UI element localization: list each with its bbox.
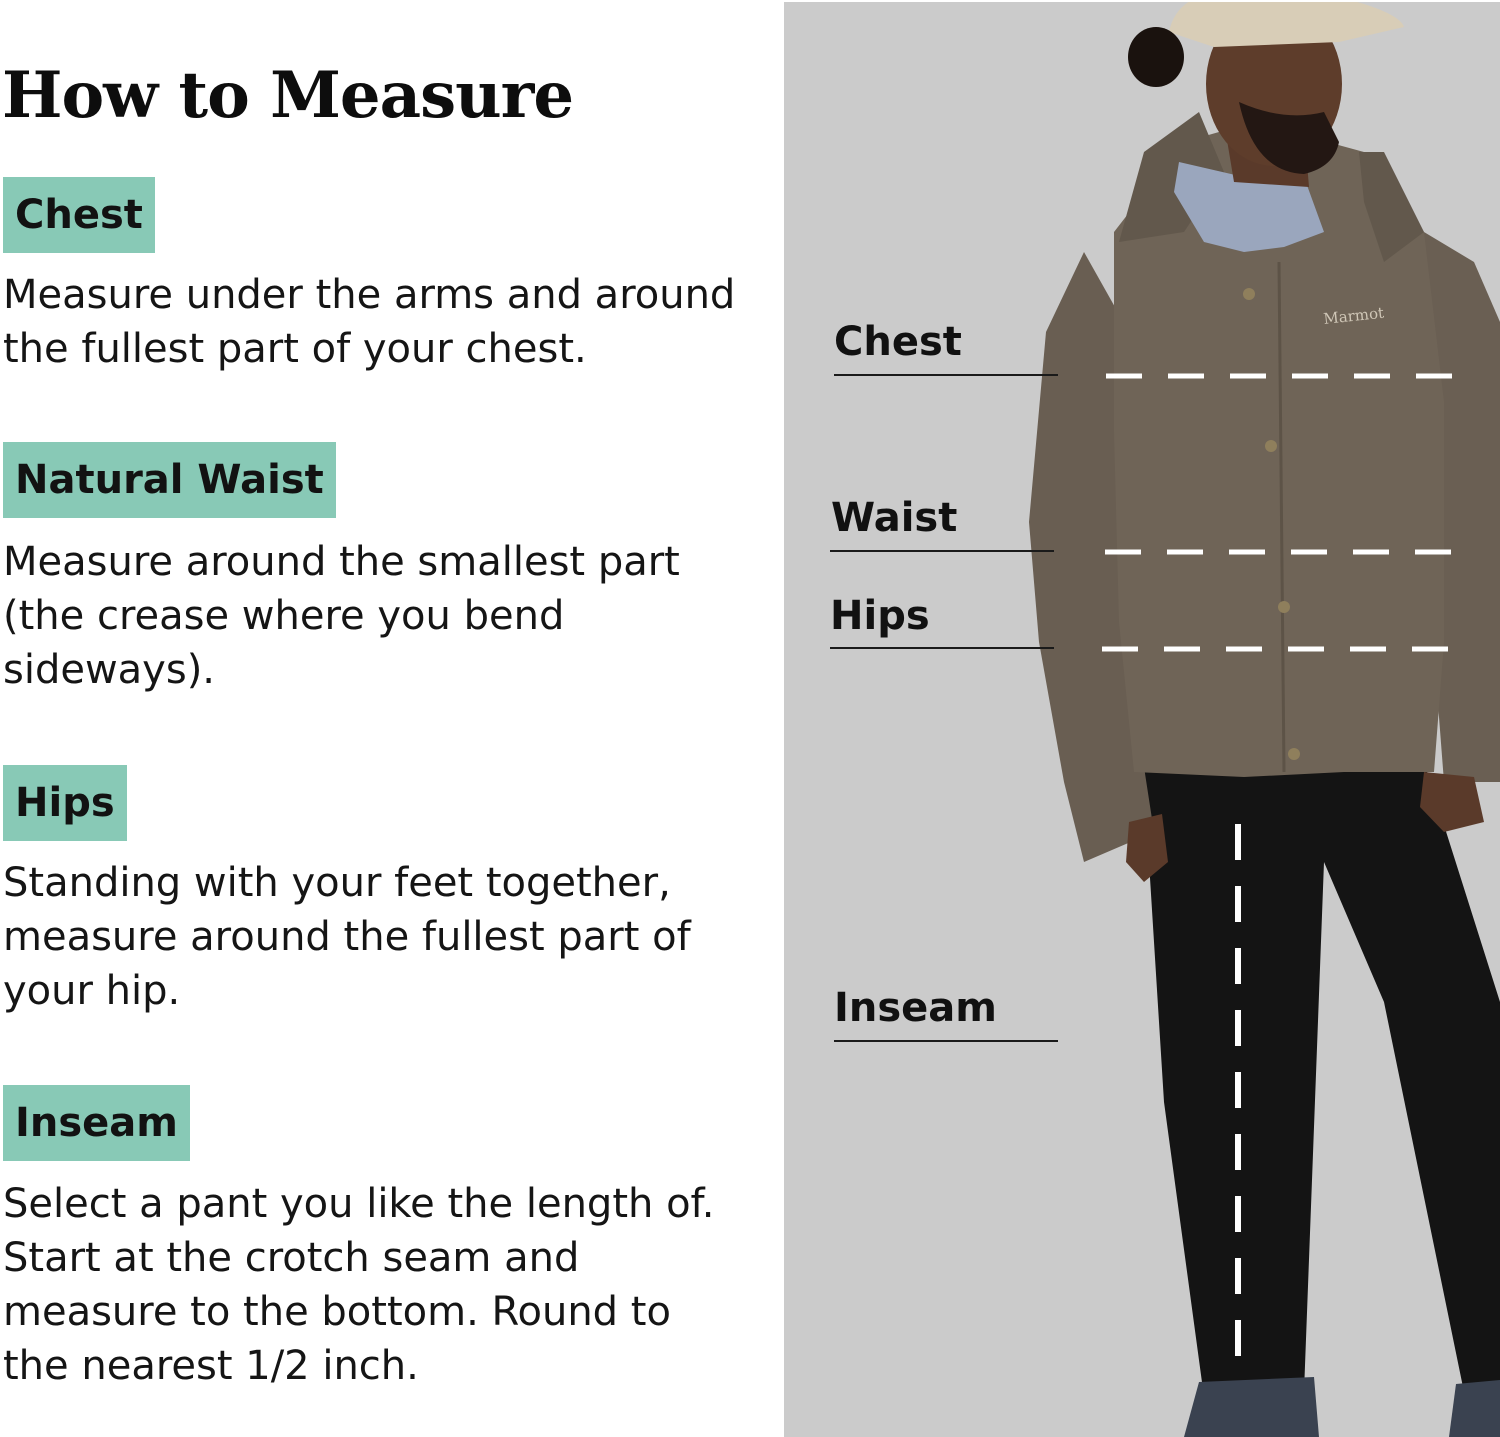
left-shoe-shape (1184, 1377, 1319, 1437)
chest-callout: Chest (834, 319, 962, 365)
hips-callout: Hips (830, 593, 930, 639)
pants-shape (1144, 762, 1500, 1397)
cap-shape (1169, 2, 1404, 47)
inseam-callout: Inseam (834, 985, 997, 1031)
waist-callout-rule (830, 550, 1054, 552)
chest-callout-rule (834, 374, 1058, 376)
jacket-button (1288, 748, 1300, 760)
page-title: How to Measure (2, 58, 574, 133)
inseam-instructions: Select a pant you like the length of. Start at the crotch seam and measure to the bottom. Round to the nearest 1/2 inch. (3, 1181, 715, 1389)
inseam-label: Inseam (3, 1085, 190, 1161)
jacket-button (1243, 288, 1255, 300)
hips-instructions: Standing with your feet together, measure around the fullest part of your hip. (3, 860, 691, 1014)
right-shoe-shape (1449, 1380, 1500, 1437)
chest-instructions: Measure under the arms and around the fullest part of your chest. (3, 272, 736, 372)
jacket-button (1278, 601, 1290, 613)
waist-callout: Waist (831, 495, 958, 541)
hips-label: Hips (3, 765, 127, 841)
inseam-callout-rule (834, 1040, 1058, 1042)
chest-label: Chest (3, 177, 155, 253)
hips-callout-rule (830, 647, 1054, 649)
model-illustration (784, 2, 1500, 1437)
natural-waist-instructions: Measure around the smallest part (the crease where you bend sideways). (3, 539, 680, 693)
jacket-button (1265, 440, 1277, 452)
hair-bun-shape (1128, 27, 1184, 87)
model-measurement-figure (784, 2, 1500, 1437)
jacket-logo: Marmot (1322, 303, 1385, 328)
natural-waist-label: Natural Waist (3, 442, 336, 518)
